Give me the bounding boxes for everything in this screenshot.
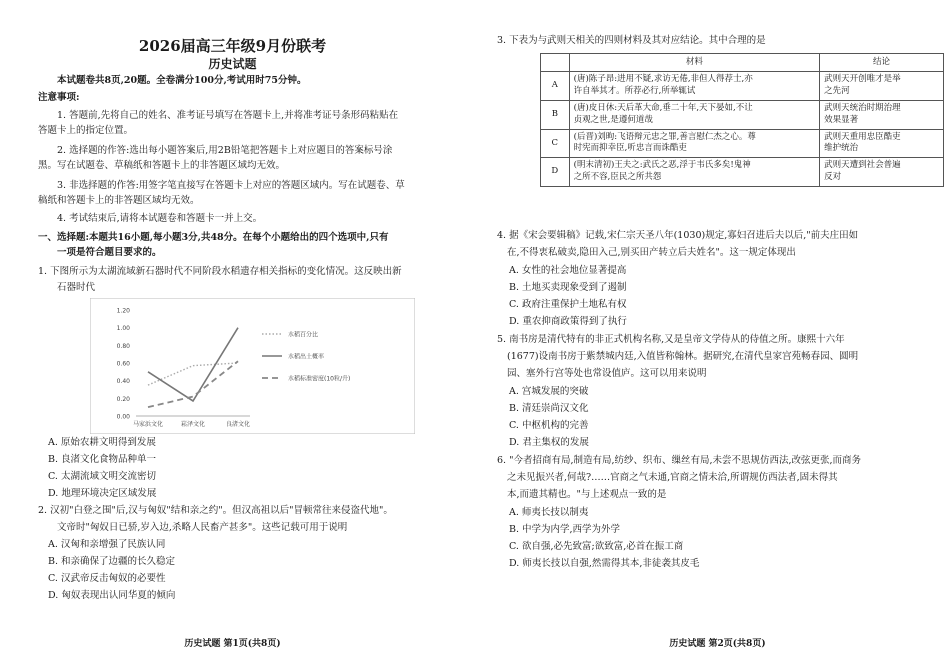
q6-option-c[interactable]: C. 欲自强,必先致富;欲致富,必首在振工商: [509, 541, 684, 552]
q1-stem: 1. 下图所示为太湖流域新石器时代不同阶段水稻遗存相关指标的变化情况。这反映出新: [38, 266, 402, 277]
q4-option-b[interactable]: B. 土地买卖现象受到了遏制: [509, 282, 627, 293]
page-footer-left: 历史试题 第1页(共8页): [184, 639, 281, 649]
q2-option-b[interactable]: B. 和亲确保了边疆的长久稳定: [48, 556, 176, 567]
y-tick-label: 0.00: [116, 413, 130, 421]
row-material: (明末清初)王夫之:武氏之恶,浮于韦氏多矣!鬼神 之所不容,臣民之所共怨: [569, 158, 819, 187]
q4-stem: 4. 据《宋会要辑稿》记载,宋仁宗天圣八年(1030)规定,寡妇召进后夫以后,"前夫庄田如: [497, 230, 859, 241]
row-material: (唐)陈子昂:进用不疑,求访无倦,非但人得荐士,亦 许自举其才。所荐必行,所举辄试: [569, 72, 819, 101]
q1-stem-cont: 石器时代: [57, 282, 96, 293]
right-page: [485, 0, 950, 659]
section-heading-cont: 一项是符合题目要求的。: [57, 247, 162, 258]
x-tick-label: 马家浜文化: [132, 421, 164, 428]
q1-option-c[interactable]: C. 太湖流域文明交流密切: [48, 471, 156, 482]
table-row: [541, 72, 944, 101]
q1-option-a[interactable]: A. 原始农耕文明得到发展: [48, 437, 156, 448]
x-tick-label: 良渚文化: [225, 421, 251, 428]
q4-option-a[interactable]: A. 女性的社会地位显著提高: [509, 265, 627, 276]
note-line: 2. 选择题的作答:选出每小题答案后,用2B铅笔把答题卡上对应题目的答案标号涂: [57, 145, 393, 156]
row-conclusion: 武则天开创唯才是举 之先河: [820, 72, 944, 101]
q5-option-d[interactable]: D. 君主集权的发展: [509, 437, 589, 448]
table-header-conclusion: 结论: [820, 54, 944, 72]
note-line: 答题卡上的指定位置。: [38, 125, 134, 136]
q1-option-b[interactable]: B. 良渚文化食物品种单一: [48, 454, 157, 465]
q2-option-a[interactable]: A. 汉匈和亲增强了民族认同: [48, 539, 166, 550]
q6-stem-cont: 之未见振兴者,何哉?……官商之气未通,官商之情未洽,所谓规仿西法者,固未得其: [507, 472, 838, 483]
row-material: (唐)皮日休:天后革大命,垂二十年,天下晏如,不让 贞观之世,是遵何道哉: [569, 100, 819, 129]
chart-frame: [90, 298, 415, 434]
row-label[interactable]: C: [541, 129, 570, 158]
notes-heading: 注意事项:: [38, 92, 80, 103]
y-tick-label: 0.60: [116, 360, 130, 368]
q3-table: [540, 53, 944, 187]
q2-option-d[interactable]: D. 匈奴表现出认同华夏的倾向: [48, 590, 176, 601]
q5-option-a[interactable]: A. 宫城发展的突破: [509, 386, 589, 397]
note-line: 1. 答题前,先将自己的姓名、准考证号填写在答题卡上,并将准考证号条形码粘贴在: [57, 110, 399, 121]
q6-option-a[interactable]: A. 师夷长技以制夷: [509, 507, 589, 518]
page-footer-right: 历史试题 第2页(共8页): [669, 639, 766, 649]
q4-option-c[interactable]: C. 政府注重保护土地私有权: [509, 299, 627, 310]
exam-info: 本试题卷共8页,20题。全卷满分100分,考试用时75分钟。: [57, 75, 307, 86]
y-tick-label: 1.00: [116, 325, 130, 333]
q4-stem-cont: 在,不得衷私破卖,隐田入己,别买田产转立后夫姓名"。这一规定体现出: [507, 247, 796, 258]
y-tick-label: 0.40: [116, 378, 130, 386]
y-tick-label: 1.20: [116, 307, 130, 315]
q1-option-d[interactable]: D. 地理环境决定区域发展: [48, 488, 157, 499]
q2-stem: 2. 汉初"白登之围"后,汉与匈奴"结和亲之约"。但汉高祖以后"冒顿常往来侵盗代地"。: [38, 505, 393, 516]
q5-stem: 5. 南书房是清代特有的非正式机构名称,又是皇帝文学侍从的侍值之所。康熙十六年: [497, 334, 845, 345]
q5-option-c[interactable]: C. 中枢机构的完善: [509, 420, 589, 431]
table-header-material: 材料: [569, 54, 819, 72]
q2-stem-cont: 文帝时"匈奴日已骄,岁入边,杀略人民畜产甚多"。这些记载可用于说明: [57, 522, 348, 533]
row-conclusion: 武则天遭到社会普遍 反对: [820, 158, 944, 187]
y-tick-label: 0.20: [116, 395, 130, 403]
table-row: [541, 129, 944, 158]
q6-stem: 6. "今者招商有局,制造有局,纺纱、织布、缫丝有局,未尝不思规仿西法,改弦更张,而商务: [497, 455, 862, 466]
row-label[interactable]: B: [541, 100, 570, 129]
q4-option-d[interactable]: D. 重农抑商政策得到了执行: [509, 316, 627, 327]
row-label[interactable]: A: [541, 72, 570, 101]
note-line: 黑。写在试题卷、草稿纸和答题卡上的非答题区域均无效。: [38, 160, 286, 171]
q5-stem-cont: 园、塞外行宫等处也常设值庐。这可以用来说明: [507, 368, 707, 379]
row-conclusion: 武则天重用忠臣酷吏 维护统治: [820, 129, 944, 158]
note-line: 稿纸和答题卡上的非答题区域均无效。: [38, 195, 200, 206]
q6-option-d[interactable]: D. 师夷长技以自强,然需得其本,非徒袭其皮毛: [509, 558, 700, 569]
legend-label: 水稻出土概率: [288, 353, 325, 361]
q6-stem-cont: 本,而遗其精也。"与上述观点一致的是: [507, 489, 667, 500]
note-line: 4. 考试结束后,请将本试题卷和答题卡一并上交。: [57, 213, 263, 224]
q5-stem-cont: (1677)设南书房于紫禁城内廷,入值皆称翰林。据研究,在清代皇家宫苑畅春园、圆明: [507, 351, 859, 362]
series-line: [148, 363, 238, 385]
row-label[interactable]: D: [541, 158, 570, 187]
q5-option-b[interactable]: B. 清廷崇尚汉文化: [509, 403, 589, 414]
table-header-blank: [541, 54, 570, 72]
row-conclusion: 武则天统治时期治理 效果显著: [820, 100, 944, 129]
x-tick-label: 崧泽文化: [180, 421, 206, 428]
row-material: (后晋)刘昫:飞语辩元忠之罪,善言慰仁杰之心。尊 时宪而抑幸臣,听忠言而诛酷吏: [569, 129, 819, 158]
q3-stem: 3. 下表为与武则天相关的四则材料及其对应结论。其中合理的是: [497, 35, 766, 46]
section-heading: 一、选择题:本题共16小题,每小题3分,共48分。在每个小题给出的四个选项中,只有: [38, 232, 389, 243]
legend-label: 水稻标准密度(10粒/升): [288, 375, 351, 383]
q6-option-b[interactable]: B. 中学为内学,西学为外学: [509, 524, 621, 535]
table-row: [541, 100, 944, 129]
y-tick-label: 0.80: [116, 342, 130, 350]
exam-subject: 历史试题: [208, 57, 257, 71]
q2-option-c[interactable]: C. 汉武帝反击匈奴的必要性: [48, 573, 166, 584]
table-row: [541, 158, 944, 187]
q1-chart: [90, 298, 415, 434]
legend-label: 水稻百分比: [288, 331, 319, 339]
left-page: [0, 0, 465, 659]
note-line: 3. 非选择题的作答:用签字笔直接写在答题卡上对应的答题区域内。写在试题卷、草: [57, 180, 405, 191]
exam-title: 2026届高三年级9月份联考: [138, 37, 327, 55]
